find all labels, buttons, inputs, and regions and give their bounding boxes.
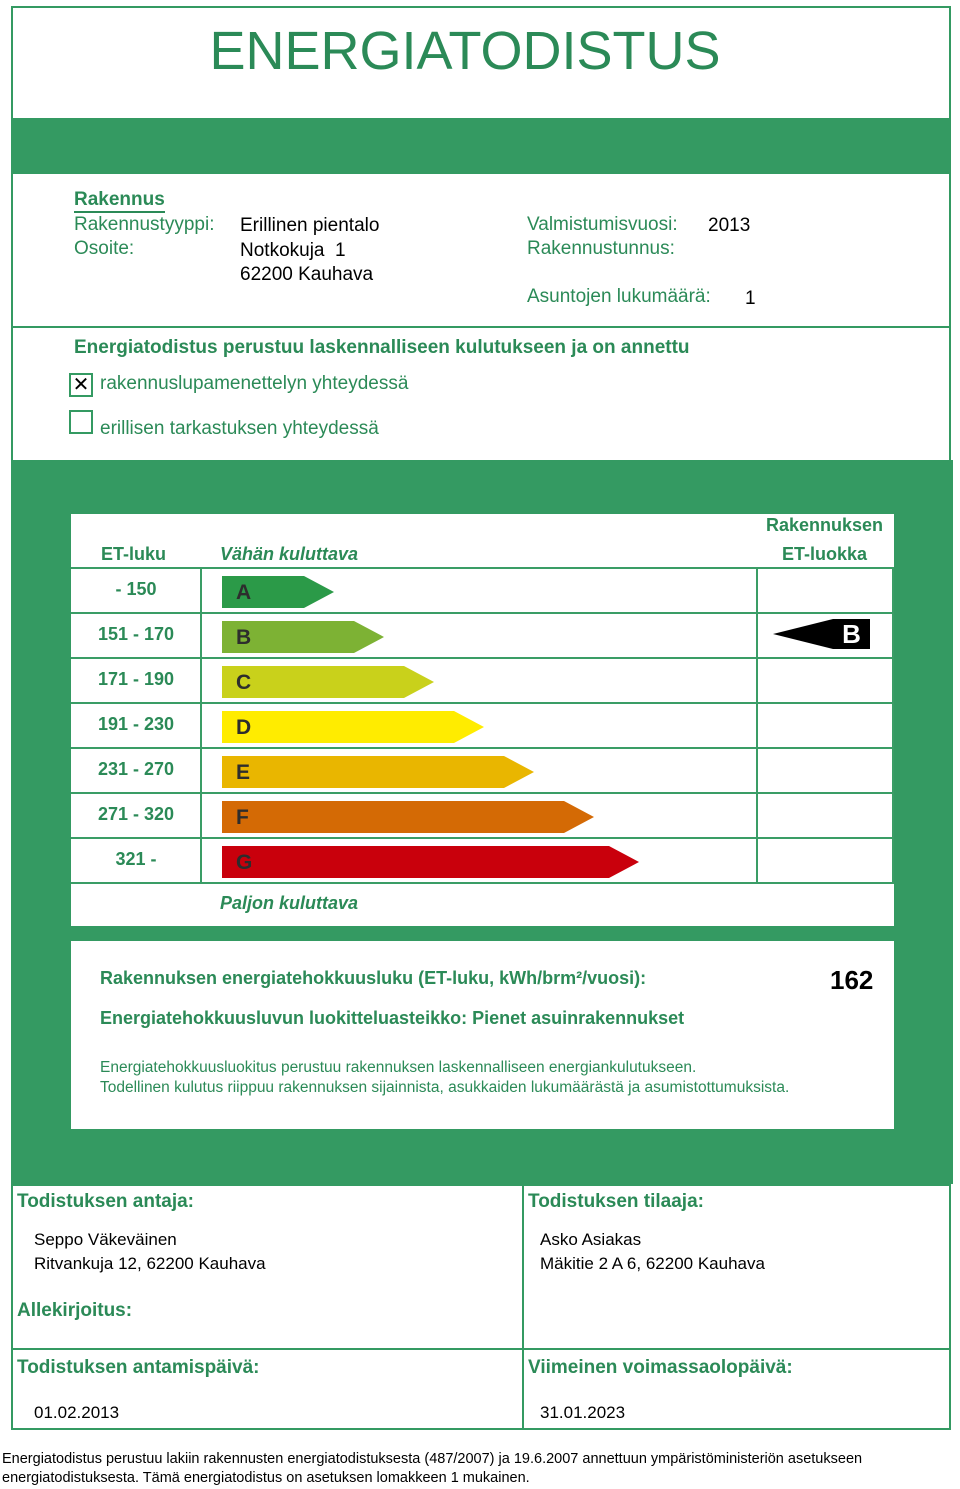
scale-row-line	[71, 702, 894, 704]
scale-header-line	[71, 567, 894, 569]
orderer-address: Mäkitie 2 A 6, 62200 Kauhava	[540, 1254, 765, 1273]
scale-range-a: - 150	[115, 579, 157, 599]
class-letter-c: C	[236, 671, 252, 694]
issued-date-label: Todistuksen antamispäivä:	[17, 1357, 260, 1378]
option-inspection-label: erillisen tarkastuksen yhteydessä	[100, 418, 379, 439]
checkbox-permit[interactable]	[69, 373, 93, 397]
low-consumption-label: Vähän kuluttava	[220, 544, 359, 564]
grid-horizontal-divider	[13, 1348, 951, 1350]
building-heading: Rakennus	[74, 189, 165, 213]
class-arrow-tip-d	[454, 711, 484, 743]
issuer-heading: Todistuksen antaja:	[17, 1191, 195, 1212]
valid-date-label: Viimeinen voimassaolopäivä:	[528, 1357, 793, 1378]
orderer-name: Asko Asiakas	[540, 1230, 642, 1249]
footer-line1: Energiatodistus perustuu lakiin rakennusten energiatodistuksesta (487/2007) ja 19.6.2007 annettuun ympäristöministeriön asetukseen	[2, 1451, 863, 1467]
etluku-label: Rakennuksen energiatehokkuusluku (ET-luku, kWh/brm²/vuosi):	[100, 968, 647, 988]
year-label: Valmistumisvuosi:	[527, 214, 678, 235]
page-title: ENERGIATODISTUS	[209, 21, 721, 81]
building-class-pointer-icon	[773, 619, 833, 649]
valid-date-value: 31.01.2023	[540, 1403, 626, 1422]
building-class-header-1: Rakennuksen	[766, 515, 884, 535]
class-arrow-tip-e	[504, 756, 534, 788]
footer-line2: energiatodistuksesta. Tämä energiatodistus on asetuksen lomakkeen 1 mukainen.	[2, 1470, 530, 1486]
building-id-label: Rakennustunnus:	[527, 238, 675, 259]
class-letter-d: D	[236, 716, 252, 739]
issuer-address: Ritvankuja 12, 62200 Kauhava	[34, 1254, 266, 1273]
scale-row-line	[71, 612, 894, 614]
scale-row-line	[71, 747, 894, 749]
basis-heading: Energiatodistus perustuu laskennalliseen kulutukseen ja on annettu	[74, 337, 690, 358]
section-divider	[13, 326, 949, 328]
signature-label: Allekirjoitus:	[17, 1300, 133, 1321]
checkbox-mark: ✕	[72, 374, 90, 396]
scale-range-g: 321 -	[115, 849, 157, 869]
class-bar-c	[222, 666, 404, 698]
scale-range-c: 171 - 190	[97, 669, 175, 689]
scale-range-e: 231 - 270	[97, 759, 175, 779]
scale-range-b: 151 - 170	[97, 624, 175, 644]
year-value: 2013	[708, 215, 751, 236]
building-type-value: Erillinen pientalo	[240, 215, 380, 236]
scale-row-line	[71, 792, 894, 794]
legal-footer	[2, 1450, 952, 1488]
etluku-value: 162	[830, 965, 874, 995]
high-consumption-label: Paljon kuluttava	[220, 893, 359, 913]
building-class-header-2: ET-luokka	[782, 544, 868, 564]
option-permit-label: rakennuslupamenettelyn yhteydessä	[100, 373, 409, 394]
checkbox-inspection[interactable]	[69, 410, 93, 434]
apartments-value: 1	[745, 288, 756, 309]
scale-row-line	[71, 837, 894, 839]
class-arrow-tip-c	[404, 666, 434, 698]
issued-date-value: 01.02.2013	[34, 1403, 120, 1422]
grid-vertical-divider-lower	[522, 1350, 524, 1428]
scale-label: Energiatehokkuusluvun luokitteluasteikko: Pienet asuinrakennukset	[100, 1008, 685, 1028]
col-header-etluku: ET-luku	[101, 544, 167, 564]
building-class-marker: B	[833, 619, 870, 649]
class-bar-e	[222, 756, 504, 788]
signature-grid	[13, 1184, 951, 1430]
building-type-label: Rakennustyyppi:	[74, 214, 215, 235]
apartments-label: Asuntojen lukumäärä:	[527, 286, 711, 307]
title-band	[13, 118, 949, 174]
class-bar-a	[222, 576, 304, 608]
class-bar-b	[222, 621, 354, 653]
scale-range-f: 271 - 320	[97, 804, 175, 824]
orderer-heading: Todistuksen tilaaja:	[528, 1191, 704, 1212]
class-bar-f	[222, 801, 564, 833]
scale-row-line	[71, 882, 894, 884]
class-letter-e: E	[236, 761, 251, 784]
note-line1: Energiatehokkuusluokitus perustuu rakennuksen laskennalliseen energiankulutukseen.	[100, 1059, 697, 1076]
class-letter-b: B	[236, 626, 252, 649]
class-arrow-tip-g	[609, 846, 639, 878]
scale-range-d: 191 - 230	[97, 714, 175, 734]
class-bar-g	[222, 846, 609, 878]
address-line1: Notkokuja 1	[240, 240, 346, 261]
issuer-name: Seppo Väkeväinen	[34, 1230, 177, 1249]
note-line2: Todellinen kulutus riippuu rakennuksen sijainnista, asukkaiden lukumäärästä ja asumistottumuksista.	[100, 1079, 790, 1096]
scale-row-line	[71, 657, 894, 659]
grid-vertical-divider	[522, 1184, 524, 1348]
class-bar-d	[222, 711, 454, 743]
class-arrow-tip-f	[564, 801, 594, 833]
class-letter-f: F	[236, 806, 249, 829]
address-label: Osoite:	[74, 238, 135, 259]
class-arrow-tip-a	[304, 576, 334, 608]
class-arrow-tip-b	[354, 621, 384, 653]
class-letter-a: A	[236, 581, 252, 604]
class-letter-g: G	[236, 851, 253, 874]
address-line2: 62200 Kauhava	[240, 264, 374, 285]
